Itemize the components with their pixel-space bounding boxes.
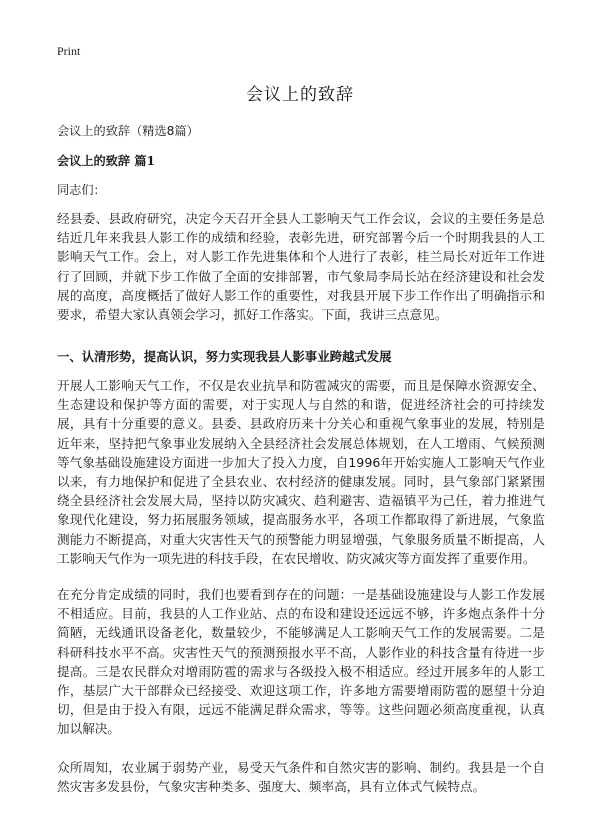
section-title: 会议上的致辞 篇1 [57,154,156,168]
document-subtitle: 会议上的致辞（精选8篇） [57,124,199,138]
paragraph-significance: 开展人工影响天气工作，不仅是农业抗旱和防雹减灾的需要，而且是保障水资源安全、生态建设和保护等方面的需要，对于实现人与自然的和谐，促进经济社会的可持续发展，具有十分重要的意义。县委、县政府历来十分关心和重视气象事业的发展，特别是近年来，坚持把气象事业发展纳入全县经济社会发展总体规划，在人工增雨、气候预测等气象基础设施建设方面进一步加大了投入力度，自1996年开始实施人工影响天气作业以来，有力地保护和促进了全县农业、农村经济的健康发展。同时，县气象部门紧紧围绕全县经济社会发展大局，坚持以防灾减灾、趋利避害、造福镇平为己任，着力推进气象现代化建设，努力拓展服务领域，提高服务水平，各项工作都取得了新进展，气象监测能力不断提高，对重大灾害性天气的预警能力明显增强，气象服务质量不断提高，人工影响天气作为一项先进的科技手段，在农民增收、防灾减灾等方面发挥了重要作用。 [57,378,545,566]
print-label[interactable]: Print [57,44,81,58]
greeting: 同志们： [57,183,106,197]
paragraph-context: 众所周知，农业属于弱势产业，易受天气条件和自然灾害的影响、制约。我县是一个自然灾害多发县份，气象灾害种类多、强度大、频率高，具有立体式气候特点。 [57,760,545,795]
paragraph-problems: 在充分肯定成绩的同时，我们也要看到存在的问题：一是基础设施建设与人影工作发展不相适应。目前，我县的人工作业站、点的布设和建设还远远不够，许多炮点条件十分简陋，无线通讯设备老化，数量较少，不能够满足人工影响天气工作的发展需要。二是科研科技水平不高。灾害性天气的预测预报水平不高，人影作业的科技含量有待进一步提高。三是农民群众对增雨防雹的需求与各级投入极不相适应。经过开展多年的人影工作，基层广大干部群众已经接受、欢迎这项工作，许多地方需要增雨防雹的愿望十分迫切，但是由于投入有限，远远不能满足群众需求，等等。这些问题必须高度重视，认真加以解决。 [57,587,545,737]
paragraph-intro: 经县委、县政府研究，决定今天召开全县人工影响天气工作会议，会议的主要任务是总结近几年来我县人影工作的成绩和经验，表彰先进，研究部署今后一个时期我县的人工影响天气工作。会上，对人影工作先进集体和个人进行了表彰，桂兰局长对近年工作进行了回顾，并就下步工作做了全面的安排部署，市气象局李局长站在经济建设和社会发展的高度，高度概括了做好人影工作的重要性，对我县开展下步工作作出了明确指示和要求，希望大家认真领会学习，抓好工作落实。下面，我讲三点意见。 [57,211,545,323]
document-title: 会议上的致辞 [246,85,354,105]
heading-section-1: 一、认清形势，提高认识，努力实现我县人影事业跨越式发展 [57,349,392,364]
